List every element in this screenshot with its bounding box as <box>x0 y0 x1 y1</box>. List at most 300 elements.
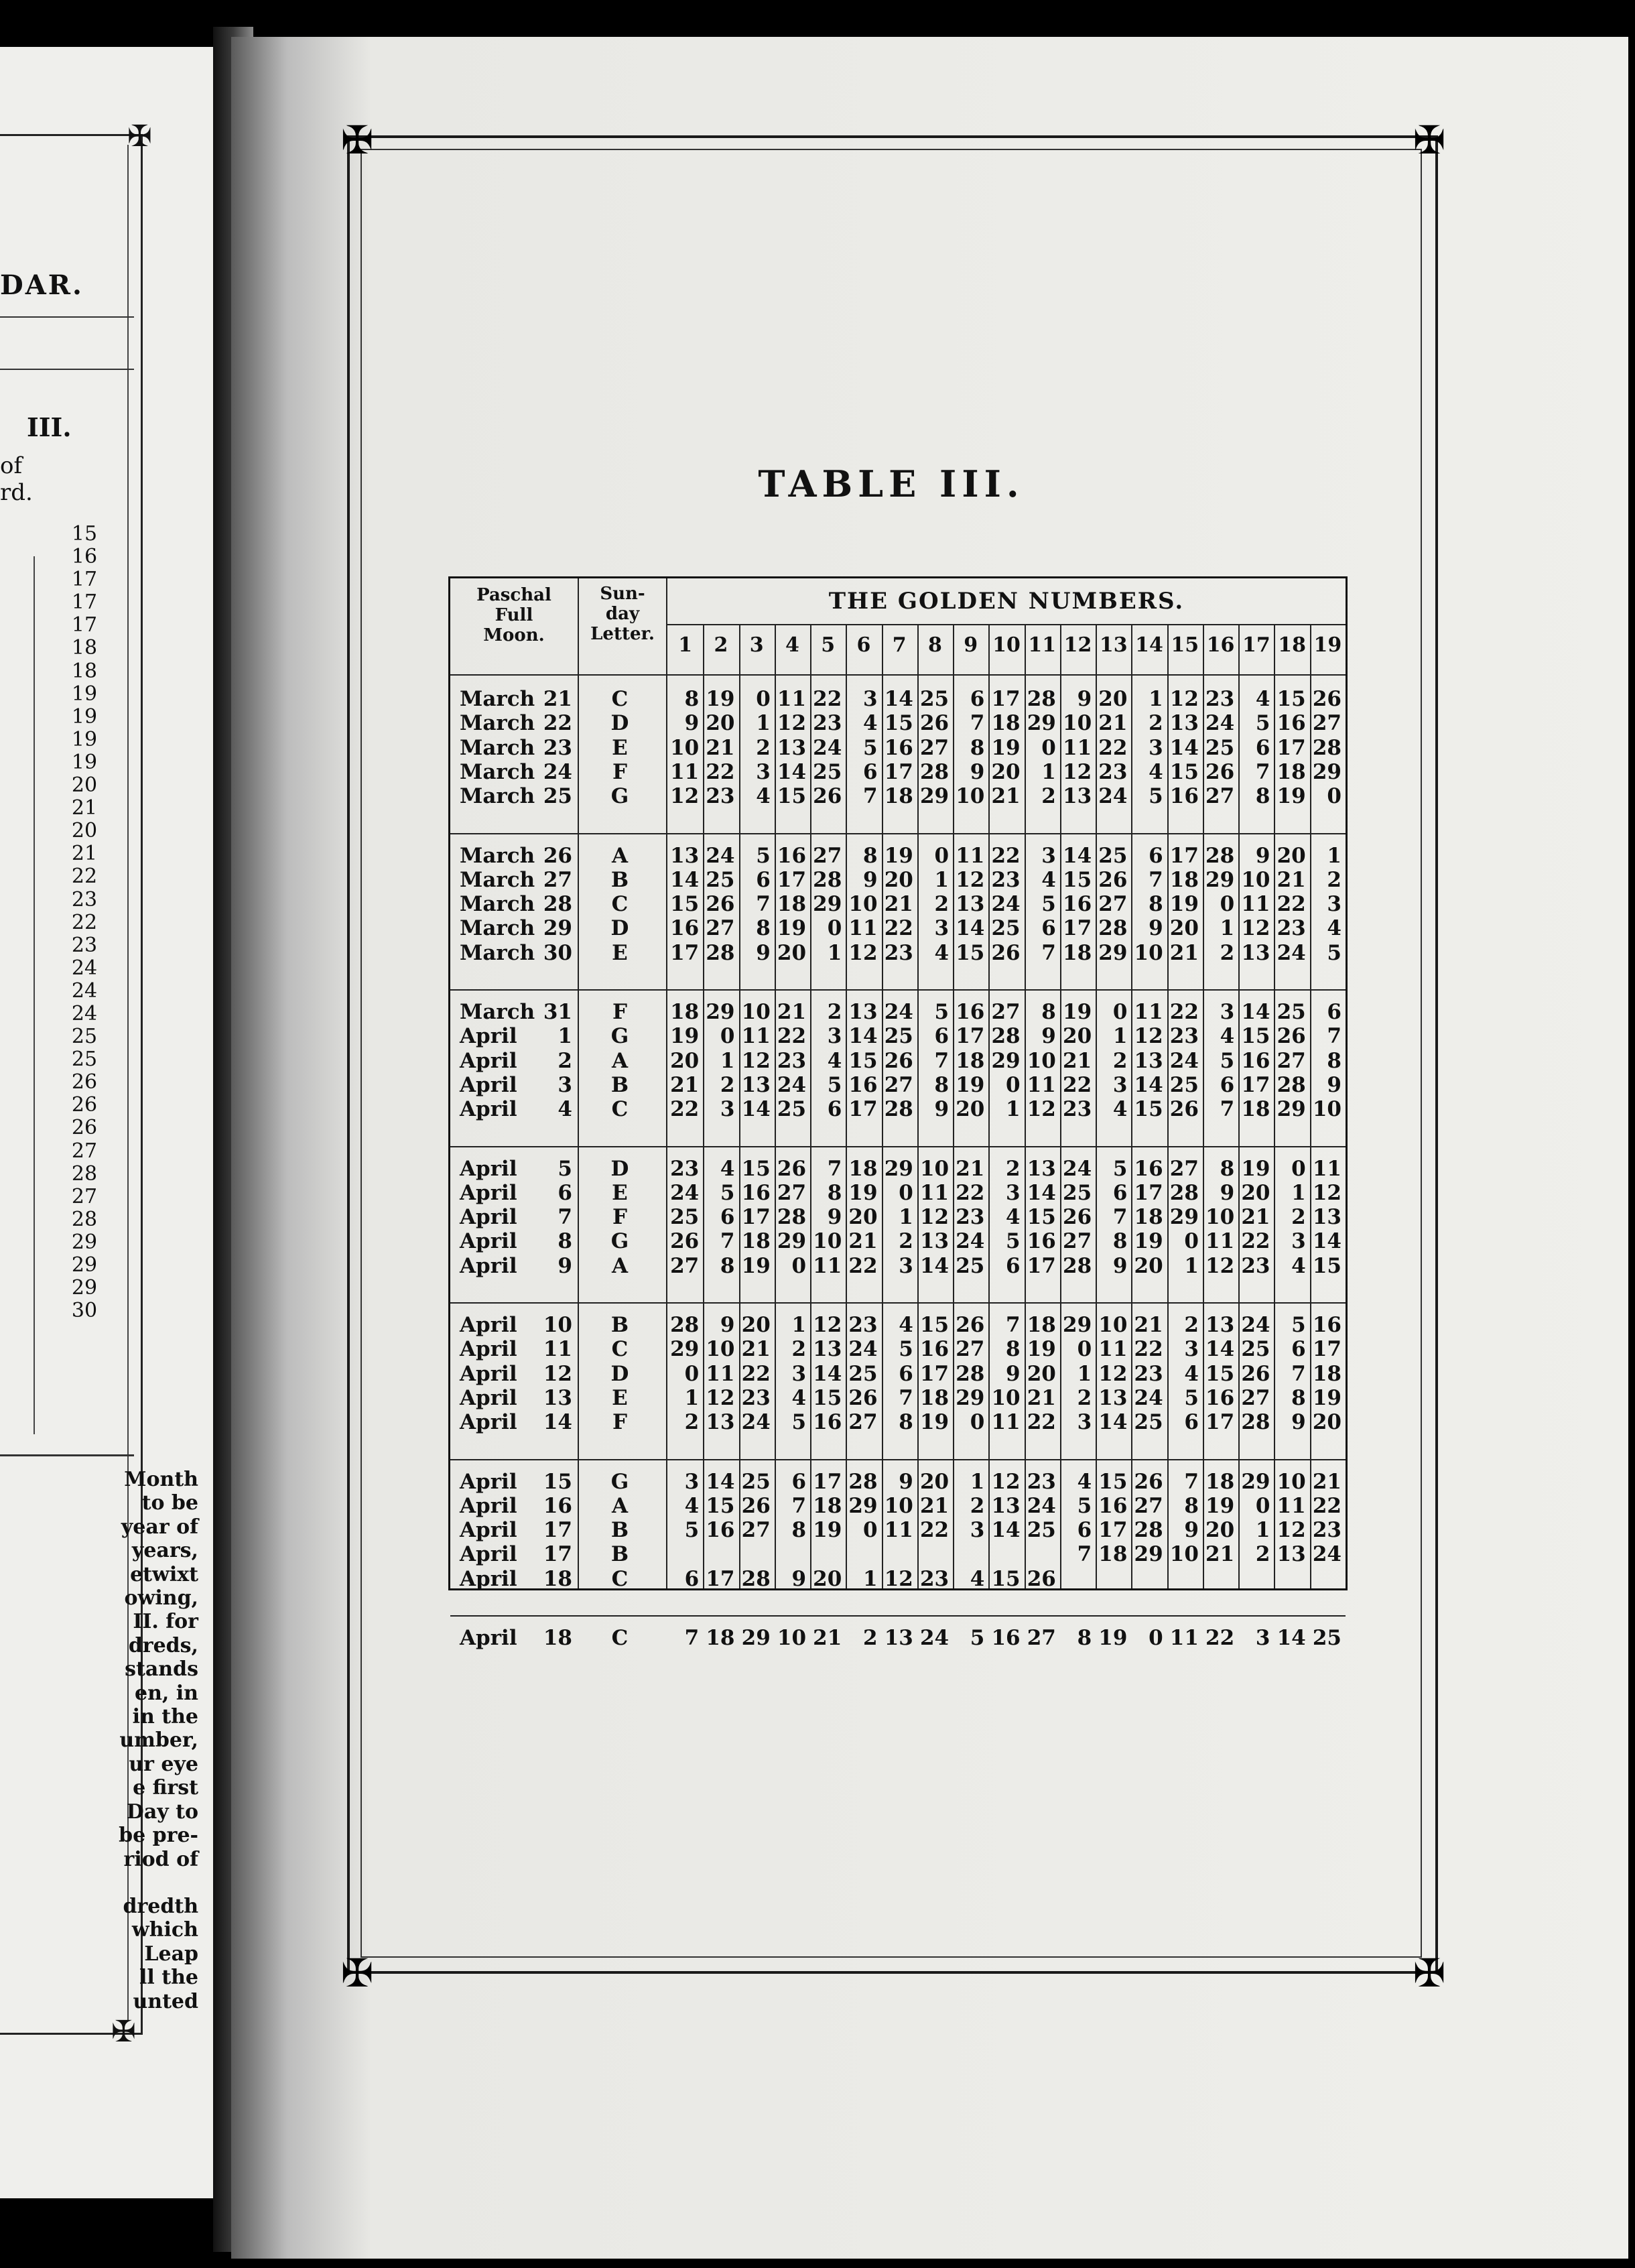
golden-number-cell: 4 <box>1184 1361 1199 1386</box>
moon-day: 7 <box>558 1205 572 1230</box>
golden-number-cell: 13 <box>813 1337 842 1362</box>
golden-number-cell: 8 <box>1006 1337 1021 1362</box>
golden-number-cell: 0 <box>1184 1229 1199 1254</box>
left-page-text-line: umber, <box>119 1728 198 1753</box>
golden-number-cell: 21 <box>956 1156 985 1181</box>
paschal-full-moon-date <box>460 689 572 710</box>
moon-day: 31 <box>543 1000 572 1024</box>
golden-number-cell: 20 <box>813 1566 842 1591</box>
golden-number-cell: 24 <box>670 1180 700 1205</box>
golden-number-cell: 21 <box>670 1072 700 1097</box>
golden-number-cell: 18 <box>1312 1361 1342 1386</box>
golden-number-header: 11 <box>1028 633 1057 657</box>
left-page-column-divider <box>34 556 35 1434</box>
sunday-letter: E <box>612 735 628 760</box>
golden-number-cell: 25 <box>741 1469 771 1494</box>
golden-number-cell: 18 <box>1205 1469 1235 1494</box>
golden-number-header: 15 <box>1171 633 1199 657</box>
golden-number-cell: 14 <box>848 1024 878 1049</box>
golden-number-cell: 21 <box>884 892 913 917</box>
golden-number-cell: 23 <box>1134 1361 1163 1386</box>
moon-month: March <box>460 916 535 941</box>
golden-number-cell: 7 <box>1255 759 1270 784</box>
left-page-column-value: 17 <box>71 590 98 615</box>
golden-number-cell: 23 <box>706 784 735 809</box>
golden-number-cell: 28 <box>670 1313 700 1337</box>
golden-number-cell: 15 <box>1312 1253 1342 1278</box>
golden-number-cell: 3 <box>1184 1337 1199 1362</box>
golden-number-cell: 17 <box>956 1024 985 1049</box>
golden-number-cell: 1 <box>1041 759 1056 784</box>
golden-number-cell: 18 <box>706 1626 735 1650</box>
golden-number-cell: 21 <box>813 1626 842 1650</box>
sunday-letter: D <box>610 1361 629 1386</box>
golden-number-cell: 26 <box>1277 1024 1306 1049</box>
left-page-column-value: 29 <box>71 1253 98 1277</box>
moon-day: 29 <box>543 916 572 941</box>
golden-number-cell: 15 <box>848 1048 878 1073</box>
golden-number-cell: 6 <box>1255 735 1270 760</box>
golden-number-cell: 0 <box>970 1410 985 1435</box>
page-title: TABLE III. <box>758 462 1025 505</box>
left-page-column-value: 18 <box>71 636 98 660</box>
golden-number-header: 1 <box>678 633 693 657</box>
golden-number-cell: 7 <box>684 1626 700 1650</box>
left-page-number-column <box>64 523 105 1322</box>
left-page-header-line2: rd. <box>0 479 33 506</box>
golden-number-cell: 19 <box>777 916 807 941</box>
golden-number-cell: 28 <box>1169 1180 1199 1205</box>
golden-number-cell: 10 <box>991 1385 1021 1410</box>
golden-number-cell: 14 <box>777 759 807 784</box>
golden-number-cell: 5 <box>827 1072 842 1097</box>
left-page-text-line: etwixt <box>130 1562 198 1586</box>
golden-number-cell: 15 <box>1027 1205 1056 1230</box>
golden-number-cell: 23 <box>919 1566 950 1591</box>
golden-number-cell: 0 <box>934 843 950 868</box>
golden-number-cell: 29 <box>741 1626 771 1650</box>
golden-number-cell: 24 <box>1134 1385 1163 1410</box>
golden-number-cell: 2 <box>970 1493 985 1518</box>
golden-number-cell: 0 <box>1255 1493 1270 1518</box>
moon-day: 9 <box>558 1253 572 1278</box>
group-divider <box>450 833 1346 834</box>
golden-number-cell: 0 <box>827 916 842 941</box>
moon-day: 24 <box>543 759 572 784</box>
golden-number-cell: 5 <box>1149 784 1163 809</box>
golden-number-cell: 25 <box>1169 1072 1199 1097</box>
golden-number-cell: 0 <box>1041 735 1056 760</box>
golden-number-cell: 0 <box>684 1361 700 1386</box>
header-letter-line2: day <box>605 604 640 624</box>
golden-number-cell: 0 <box>1149 1626 1163 1650</box>
golden-number-cell: 7 <box>756 892 771 917</box>
golden-number-cell: 12 <box>1027 1097 1056 1122</box>
golden-number-cell: 22 <box>813 687 842 711</box>
golden-number-cell: 13 <box>741 1072 771 1097</box>
golden-number-cell: 6 <box>1291 1337 1306 1362</box>
header-letter-line3: Letter. <box>590 624 655 644</box>
moon-month: April <box>460 1253 517 1278</box>
golden-number-cell: 15 <box>1241 1024 1270 1049</box>
golden-number-cell: 13 <box>956 892 985 917</box>
left-page-column-value: 17 <box>71 613 98 637</box>
golden-number-cell: 16 <box>956 1000 985 1024</box>
golden-number-cell: 7 <box>899 1385 913 1410</box>
golden-number-cell: 28 <box>813 867 842 892</box>
golden-number-cell: 18 <box>1277 759 1306 784</box>
moon-day: 30 <box>543 940 572 965</box>
golden-number-cell: 22 <box>919 1518 950 1543</box>
golden-number-cell: 23 <box>1205 687 1235 711</box>
paschal-full-moon-date <box>460 1099 572 1120</box>
golden-number-cell: 0 <box>756 687 771 711</box>
golden-number-cell: 19 <box>1312 1385 1342 1410</box>
golden-number-cell: 19 <box>1169 892 1199 917</box>
golden-number-cell: 10 <box>919 1156 950 1181</box>
moon-day: 6 <box>558 1180 572 1205</box>
golden-number-cell: 21 <box>777 1000 807 1024</box>
moon-month: March <box>460 784 535 809</box>
sunday-letter: B <box>610 1072 629 1097</box>
golden-number-cell: 15 <box>1063 867 1092 892</box>
golden-number-cell: 25 <box>1277 1000 1306 1024</box>
golden-number-cell: 3 <box>1220 1000 1235 1024</box>
golden-number-cell: 9 <box>1149 916 1163 941</box>
sunday-letter: D <box>610 916 629 941</box>
golden-number-cell: 2 <box>1220 940 1235 965</box>
golden-number-cell: 23 <box>884 940 913 965</box>
golden-number-cell: 5 <box>1041 892 1056 917</box>
left-page-corner-ornament-bottom: ✠ <box>111 2015 136 2049</box>
golden-number-cell: 14 <box>1169 735 1199 760</box>
left-page-column-value: 26 <box>71 1070 98 1094</box>
golden-number-cell: 29 <box>848 1493 878 1518</box>
golden-number-cell: 22 <box>1312 1493 1342 1518</box>
golden-number-cell: 18 <box>1134 1205 1163 1230</box>
golden-number-cell: 23 <box>1063 1097 1092 1122</box>
golden-number-cell: 17 <box>1134 1180 1163 1205</box>
golden-number-cell: 29 <box>1063 1313 1092 1337</box>
golden-number-cell: 1 <box>684 1385 700 1410</box>
golden-number-cell: 14 <box>1098 1410 1128 1435</box>
golden-number-cell: 24 <box>848 1337 878 1362</box>
golden-number-cell: 29 <box>1277 1097 1306 1122</box>
left-page-column-value: 18 <box>71 659 98 683</box>
golden-number-cell: 6 <box>1184 1410 1199 1435</box>
golden-number-cell: 17 <box>706 1566 735 1591</box>
golden-number-cell: 13 <box>991 1493 1021 1518</box>
paschal-full-moon-date <box>460 918 572 939</box>
golden-number-cell: 16 <box>919 1337 950 1362</box>
golden-number-cell: 23 <box>848 1313 878 1337</box>
golden-number-cell: 5 <box>1077 1493 1092 1518</box>
left-page-column-value: 29 <box>71 1230 98 1254</box>
paschal-full-moon-date <box>460 1520 572 1541</box>
golden-number-cell: 6 <box>970 687 985 711</box>
golden-number-cell: 1 <box>827 940 842 965</box>
golden-number-cell: 20 <box>1205 1518 1235 1543</box>
group-divider <box>450 1146 1346 1147</box>
paschal-full-moon-date <box>460 1253 572 1278</box>
left-page-text-line: en, in <box>135 1681 198 1705</box>
moon-month: April <box>460 1097 517 1122</box>
golden-number-cell: 3 <box>1006 1180 1021 1205</box>
golden-number-cell: 11 <box>991 1410 1021 1435</box>
moon-day: 17 <box>543 1518 572 1543</box>
left-page-column-value: 26 <box>71 1116 98 1140</box>
golden-number-cell: 19 <box>1098 1626 1128 1650</box>
golden-number-cell: 22 <box>1134 1337 1163 1362</box>
golden-number-cell: 9 <box>1327 1072 1342 1097</box>
golden-number-cell: 4 <box>684 1493 700 1518</box>
golden-number-cell: 11 <box>956 843 985 868</box>
left-page-text-line: unted <box>133 1989 198 2013</box>
golden-number-cell: 22 <box>884 916 913 941</box>
golden-number-header: 6 <box>856 633 871 657</box>
golden-number-cell: 24 <box>813 735 842 760</box>
golden-number-cell: 24 <box>1063 1156 1092 1181</box>
golden-number-cell: 5 <box>862 735 878 760</box>
left-page-text-line: owing, <box>124 1586 198 1611</box>
golden-number-cell: 1 <box>1112 1024 1128 1049</box>
paschal-full-moon-date <box>460 1412 572 1433</box>
golden-number-cell: 20 <box>1027 1361 1056 1386</box>
golden-number-cell: 7 <box>827 1156 842 1181</box>
golden-number-header: 5 <box>821 633 836 657</box>
golden-number-cell: 2 <box>1149 711 1163 736</box>
moon-month: April <box>460 1024 517 1049</box>
moon-day: 22 <box>543 711 572 736</box>
group-divider <box>450 1459 1346 1460</box>
header-moon-line1: Paschal <box>476 585 551 605</box>
sunday-letter: A <box>611 1253 629 1278</box>
golden-number-cell: 23 <box>670 1156 700 1181</box>
golden-number-cell: 15 <box>1169 759 1199 784</box>
golden-number-cell: 17 <box>1241 1072 1270 1097</box>
moon-day: 1 <box>558 1024 572 1049</box>
paschal-full-moon-date <box>460 1361 572 1386</box>
paschal-full-moon-date <box>460 1180 572 1205</box>
golden-number-cell: 1 <box>791 1313 807 1337</box>
golden-number-cell: 12 <box>1098 1361 1128 1386</box>
golden-number-cell: 28 <box>1205 843 1235 868</box>
golden-number-cell: 26 <box>706 892 735 917</box>
sunday-letter: F <box>612 1205 627 1230</box>
golden-number-cell: 20 <box>956 1097 985 1122</box>
golden-number-cell: 29 <box>1312 759 1342 784</box>
left-page-text-line: ur eye <box>129 1752 198 1776</box>
golden-number-cell: 27 <box>884 1072 913 1097</box>
golden-number-cell: 3 <box>1149 735 1163 760</box>
golden-number-cell: 29 <box>1169 1205 1199 1230</box>
left-page-corner-ornament-top: ✠ <box>127 119 152 153</box>
golden-number-cell: 0 <box>1112 1000 1128 1024</box>
golden-number-cell: 12 <box>1063 759 1092 784</box>
golden-number-cell: 14 <box>991 1518 1021 1543</box>
golden-number-cell: 17 <box>1063 916 1092 941</box>
golden-number-cell: 12 <box>777 711 807 736</box>
golden-number-cell: 27 <box>777 1180 807 1205</box>
sunday-letter: A <box>611 843 629 868</box>
golden-number-cell: 18 <box>991 711 1021 736</box>
golden-number-cell: 5 <box>1255 711 1270 736</box>
left-page-text-line <box>38 1871 198 1895</box>
golden-number-cell: 0 <box>791 1253 807 1278</box>
golden-number-cell: 6 <box>827 1097 842 1122</box>
golden-number-cell: 7 <box>1291 1361 1306 1386</box>
golden-number-cell: 26 <box>670 1229 700 1254</box>
golden-number-cell: 13 <box>1134 1048 1163 1073</box>
golden-number-cell: 1 <box>756 711 771 736</box>
golden-number-cell: 16 <box>741 1180 771 1205</box>
golden-number-cell: 12 <box>1312 1180 1342 1205</box>
golden-number-cell: 7 <box>1149 867 1163 892</box>
golden-number-cell: 9 <box>1077 687 1092 711</box>
golden-number-cell: 14 <box>1027 1180 1056 1205</box>
golden-number-cell: 5 <box>899 1337 913 1362</box>
moon-day: 10 <box>543 1313 572 1337</box>
golden-number-cell: 18 <box>848 1156 878 1181</box>
golden-number-cell: 20 <box>1134 1253 1163 1278</box>
paschal-full-moon-date <box>460 1156 572 1181</box>
golden-number-cell: 19 <box>1277 784 1306 809</box>
golden-number-cell: 12 <box>884 1566 913 1591</box>
golden-number-cell: 5 <box>934 1000 950 1024</box>
left-page-column-value: 22 <box>71 865 98 889</box>
golden-number-cell: 25 <box>848 1361 878 1386</box>
paschal-full-moon-date <box>460 735 572 760</box>
sunday-letter: G <box>610 784 629 809</box>
golden-number-cell: 6 <box>684 1566 700 1591</box>
golden-number-header: 3 <box>749 633 764 657</box>
golden-number-cell: 22 <box>848 1253 878 1278</box>
golden-number-cell: 28 <box>1277 1072 1306 1097</box>
golden-number-cell: 16 <box>884 735 913 760</box>
golden-number-cell: 19 <box>884 843 913 868</box>
golden-number-cell: 22 <box>1027 1410 1056 1435</box>
golden-number-cell: 27 <box>1312 711 1342 736</box>
golden-number-cell: 10 <box>1312 1097 1342 1122</box>
golden-number-cell: 11 <box>1205 1229 1235 1254</box>
golden-number-cell: 3 <box>1041 843 1056 868</box>
left-page-text-line: dreds, <box>128 1633 198 1657</box>
moon-month: April <box>460 1048 517 1073</box>
sunday-letter: G <box>610 1024 629 1049</box>
sunday-letter: D <box>610 711 629 736</box>
golden-number-cell: 3 <box>791 1361 807 1386</box>
golden-number-cell: 25 <box>706 867 735 892</box>
golden-number-cell: 25 <box>1098 843 1128 868</box>
golden-number-cell: 22 <box>741 1361 771 1386</box>
moon-month: April <box>460 1626 517 1650</box>
golden-number-cell: 9 <box>1041 1024 1056 1049</box>
golden-number-cell: 18 <box>777 892 807 917</box>
left-page-column-value: 24 <box>71 956 98 980</box>
moon-month: April <box>460 1205 517 1230</box>
golden-number-cell: 22 <box>1063 1072 1092 1097</box>
left-page-column-value: 30 <box>71 1299 98 1323</box>
golden-number-header: 7 <box>892 633 907 657</box>
corner-ornament-top-left: ✠ <box>340 117 374 163</box>
golden-number-cell: 23 <box>956 1205 985 1230</box>
golden-number-cell: 20 <box>1098 687 1128 711</box>
golden-number-cell: 0 <box>1006 1072 1021 1097</box>
golden-number-cell: 16 <box>1312 1313 1342 1337</box>
left-page-text-line: Leap <box>144 1942 198 1966</box>
golden-number-cell: 15 <box>1205 1361 1235 1386</box>
moon-month: April <box>460 1156 517 1181</box>
golden-number-cell: 1 <box>1291 1180 1306 1205</box>
left-page-column-value: 25 <box>71 1048 98 1072</box>
left-page-column-value: 27 <box>71 1139 98 1163</box>
golden-number-cell: 8 <box>1149 892 1163 917</box>
golden-number-cell: 24 <box>777 1072 807 1097</box>
golden-number-cell: 17 <box>1169 843 1199 868</box>
left-page-text-line: years, <box>131 1539 198 1563</box>
golden-number-cell: 15 <box>1277 687 1306 711</box>
golden-number-cell: 4 <box>1255 687 1270 711</box>
golden-number-cell: 1 <box>1149 687 1163 711</box>
golden-number-cell: 9 <box>934 1097 950 1122</box>
golden-number-cell: 4 <box>1149 759 1163 784</box>
golden-number-cell: 1 <box>899 1205 913 1230</box>
golden-number-cell: 9 <box>899 1469 913 1494</box>
sunday-letter: C <box>611 1097 629 1122</box>
golden-number-cell: 26 <box>1063 1205 1092 1230</box>
golden-number-cell: 15 <box>813 1385 842 1410</box>
golden-number-cell: 9 <box>1112 1253 1128 1278</box>
golden-number-cell: 11 <box>1134 1000 1163 1024</box>
golden-number-cell: 19 <box>1205 1493 1235 1518</box>
golden-number-cell: 21 <box>706 735 735 760</box>
golden-number-cell: 25 <box>884 1024 913 1049</box>
golden-number-cell: 29 <box>1027 711 1056 736</box>
golden-numbers-table <box>448 576 1348 1650</box>
golden-number-cell: 26 <box>1205 759 1235 784</box>
golden-number-cell: 5 <box>1220 1048 1235 1073</box>
golden-number-cell: 4 <box>1112 1097 1128 1122</box>
moon-month: April <box>460 1469 517 1494</box>
left-page-text-line: in the <box>132 1705 198 1729</box>
golden-number-cell: 28 <box>1134 1518 1163 1543</box>
golden-number-cell: 8 <box>1112 1229 1128 1254</box>
moon-month: April <box>460 1180 517 1205</box>
golden-number-cell: 7 <box>1006 1313 1021 1337</box>
golden-number-cell: 1 <box>970 1469 985 1494</box>
golden-number-cell: 2 <box>1041 784 1056 809</box>
golden-number-cell: 5 <box>1184 1385 1199 1410</box>
golden-number-cell: 11 <box>777 687 807 711</box>
golden-number-cell: 13 <box>670 843 700 868</box>
golden-number-cell: 8 <box>827 1180 842 1205</box>
golden-number-cell: 18 <box>813 1493 842 1518</box>
golden-number-cell: 10 <box>1134 940 1163 965</box>
moon-day: 26 <box>543 843 572 868</box>
golden-number-cell: 19 <box>1134 1229 1163 1254</box>
golden-number-cell: 28 <box>1098 916 1128 941</box>
golden-number-cell: 3 <box>1112 1072 1128 1097</box>
group-divider <box>450 1302 1346 1304</box>
paschal-full-moon-date <box>460 759 572 784</box>
golden-number-header: 16 <box>1206 633 1235 657</box>
golden-number-cell: 24 <box>919 1626 950 1650</box>
left-page-rule <box>0 369 134 370</box>
golden-number-cell: 27 <box>1098 892 1128 917</box>
golden-number-cell: 26 <box>1098 867 1128 892</box>
golden-number-cell: 27 <box>813 843 842 868</box>
left-page-text-line: Day to <box>126 1800 198 1824</box>
